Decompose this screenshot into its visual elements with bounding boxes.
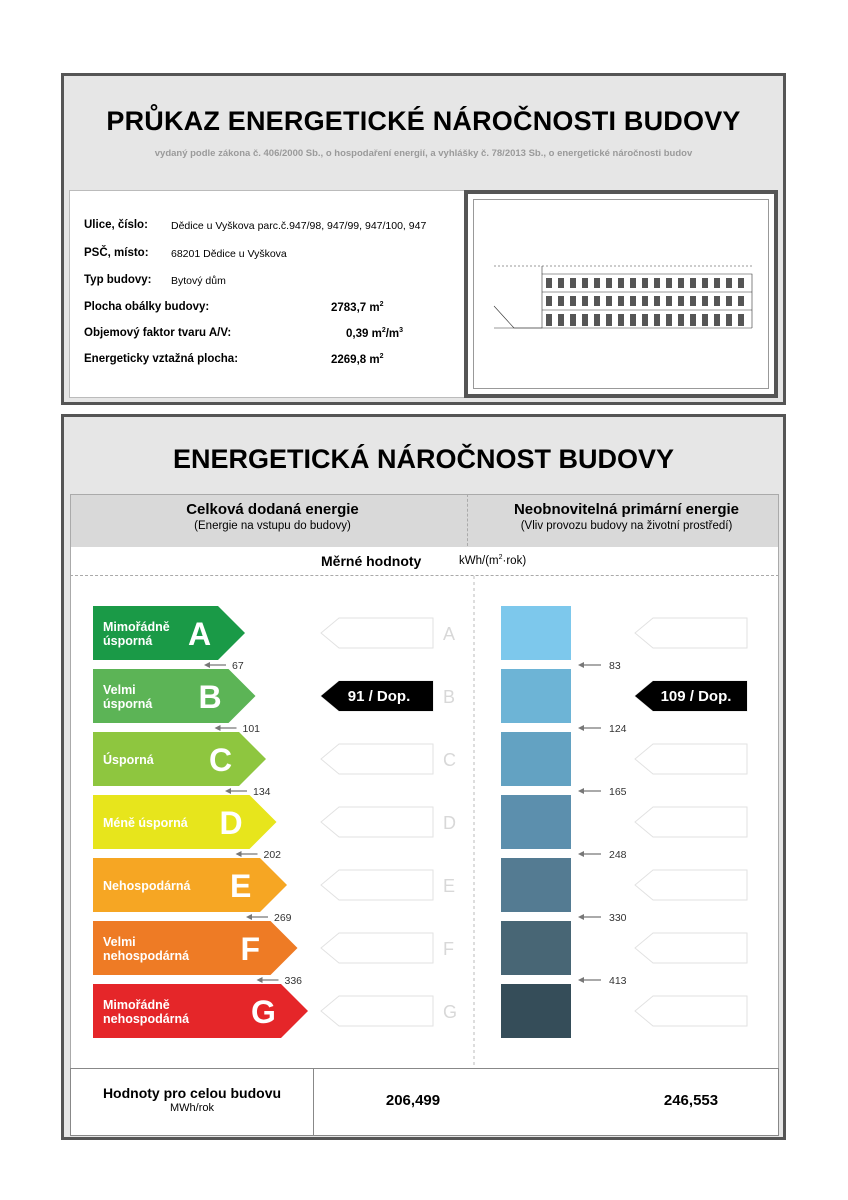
delivered-class-e-arrow [93,858,287,912]
class-label: Velmi [103,683,136,697]
primary-energy-title: Neobnovitelná primární energie [513,501,740,518]
document-subtitle: vydaný podle zákona č. 406/2000 Sb., o hospodaření energií, a vyhlášky č. 78/2013 Sb., o energetické náročnosti budov [154,148,693,159]
class-letter: E [230,868,252,904]
class-letter: G [251,994,276,1030]
class-label: Mimořádně [103,998,170,1012]
limit-marker-head [578,977,584,983]
class-label: Úsporná [103,753,154,767]
energy-class-chart [71,576,778,1069]
class-label: Velmi [103,935,136,949]
limit-value: 134 [253,786,271,798]
street-value: Dědice u Vyškova parc.č.947/98, 947/99, 947/100, 947 [171,220,427,232]
whole-building-label-cell [71,1069,314,1135]
limit-marker-head [578,662,584,668]
class-letter: D [219,805,243,841]
scale-letter: A [443,624,456,644]
shape-factor-value: 0,39 $m^2/m^3$ [346,327,404,340]
delivered-class-d-arrow [93,795,277,849]
limit-value: 269 [274,912,292,924]
total-delivered-energy-value: 206,499 [385,1092,441,1109]
shape-factor-row [84,327,404,340]
rating-placeholder [635,996,747,1026]
class-label: Méně úsporná [103,816,188,830]
limit-marker-head [578,914,584,920]
limit-value: 124 [609,723,627,735]
limit-marker-head [225,788,231,794]
reference-area-row [84,353,384,366]
energy-section-title: ENERGETICKÁ NÁROČNOST BUDOVY [172,444,675,474]
class-letter: B [198,679,222,715]
scale-letter: C [443,750,456,770]
limit-marker-head [578,788,584,794]
rating-placeholder [321,996,433,1026]
rating-placeholder [321,807,433,837]
delivered-class-c-arrow [93,732,266,786]
delivered-energy-title: Celková dodaná energie [186,501,359,518]
street-label: Ulice, číslo: [84,219,148,231]
reference-area-value: 2269,8 $m^2$ [331,353,384,366]
building-elevation-drawing [474,200,768,388]
primary-class-b-block [501,669,571,723]
class-label: nehospodárná [103,1012,190,1026]
specific-values-label: Měrné hodnoty [321,553,422,569]
limit-value: 67 [232,660,244,672]
building-image-frame [464,190,778,398]
columns-header [70,494,779,548]
energy-performance-panel [61,414,786,1140]
class-letter: F [240,931,261,967]
rating-marker-text: 91 / Dop. [347,688,411,705]
column-divider [467,494,468,546]
whole-building-label: Hodnoty pro celou budovu [102,1085,282,1101]
specific-values-unit: kWh/$(m^2\cdot rok)$ [459,554,527,567]
limit-value: 336 [284,975,303,987]
specific-values-row [70,547,779,575]
rating-placeholder [635,744,747,774]
limit-value: 330 [609,912,627,924]
delivered-energy-rating-marker [321,681,433,711]
rating-placeholder [321,933,433,963]
primary-class-c-block [501,732,571,786]
class-label: Nehospodárná [103,879,191,893]
limit-value: 248 [609,849,627,861]
city-value: 68201 Dědice u Vyškova [171,248,287,260]
limit-value: 101 [242,723,261,735]
scale-letter: E [443,876,456,896]
whole-building-values-row [70,1068,779,1136]
type-value: Bytový dům [171,275,226,287]
class-label: úsporná [103,634,153,648]
delivered-class-a-arrow [93,606,245,660]
limit-marker-head [236,851,242,857]
primary-energy-rating-marker [635,681,747,711]
scale-letter: D [443,813,456,833]
limit-marker-head [246,914,252,920]
delivered-class-b-arrow [93,669,256,723]
class-letter: A [188,616,212,652]
envelope-label: Plocha obálky budovy: [84,301,210,313]
limit-marker-head [215,725,221,731]
type-label: Typ budovy: [84,274,152,286]
certificate-header-panel [61,73,786,405]
reference-area-label: Energeticky vztažná plocha: [84,353,239,365]
document-title: PRŮKAZ ENERGETICKÉ NÁROČNOSTI BUDOVY [106,106,741,136]
primary-energy-subtitle: (Vliv provozu budovy na životní prostředí) [520,520,733,532]
scale-letter: F [443,939,454,959]
limit-value: 83 [609,660,621,672]
rating-placeholder [321,744,433,774]
rating-placeholder [635,618,747,648]
rating-placeholder [321,870,433,900]
class-label: úsporná [103,697,153,711]
rating-placeholder [635,933,747,963]
city-row [84,247,287,260]
whole-building-unit: MWh/rok [170,1102,214,1114]
envelope-value: 2783,7 $m^2$ [331,301,384,314]
limit-marker-head [578,851,584,857]
limit-marker-head [257,977,263,983]
class-letter: C [209,742,233,778]
limit-marker-head [204,662,210,668]
class-label: Mimořádně [103,620,170,634]
primary-class-f-block [501,921,571,975]
energy-class-chart-area [70,575,779,1069]
delivered-energy-subtitle: (Energie na vstupu do budovy) [194,520,351,532]
rating-placeholder [635,807,747,837]
primary-class-e-block [501,858,571,912]
delivered-class-f-arrow [93,921,298,975]
primary-class-g-block [501,984,571,1038]
city-label: PSČ, místo: [84,247,149,259]
rating-marker-text: 109 / Dop. [660,688,732,705]
scale-letter: G [443,1002,458,1022]
building-elevation-image [473,199,769,389]
primary-class-a-block [501,606,571,660]
class-label: nehospodárná [103,949,190,963]
type-row [84,274,226,287]
delivered-class-g-arrow [93,984,308,1038]
street-row [84,219,427,232]
limit-value: 165 [609,786,627,798]
rating-placeholder [321,618,433,648]
envelope-row [84,301,384,314]
limit-value: 413 [609,975,627,987]
rating-placeholder [635,870,747,900]
delivered-energy-header [71,501,474,532]
primary-class-d-block [501,795,571,849]
limit-marker-head [578,725,584,731]
shape-factor-label: Objemový faktor tvaru A/V: [84,327,232,339]
primary-energy-header [475,501,778,532]
scale-letter: B [443,687,456,707]
total-primary-energy-value: 246,553 [663,1092,719,1109]
building-info-panel [69,190,465,398]
limit-value: 202 [263,849,282,861]
